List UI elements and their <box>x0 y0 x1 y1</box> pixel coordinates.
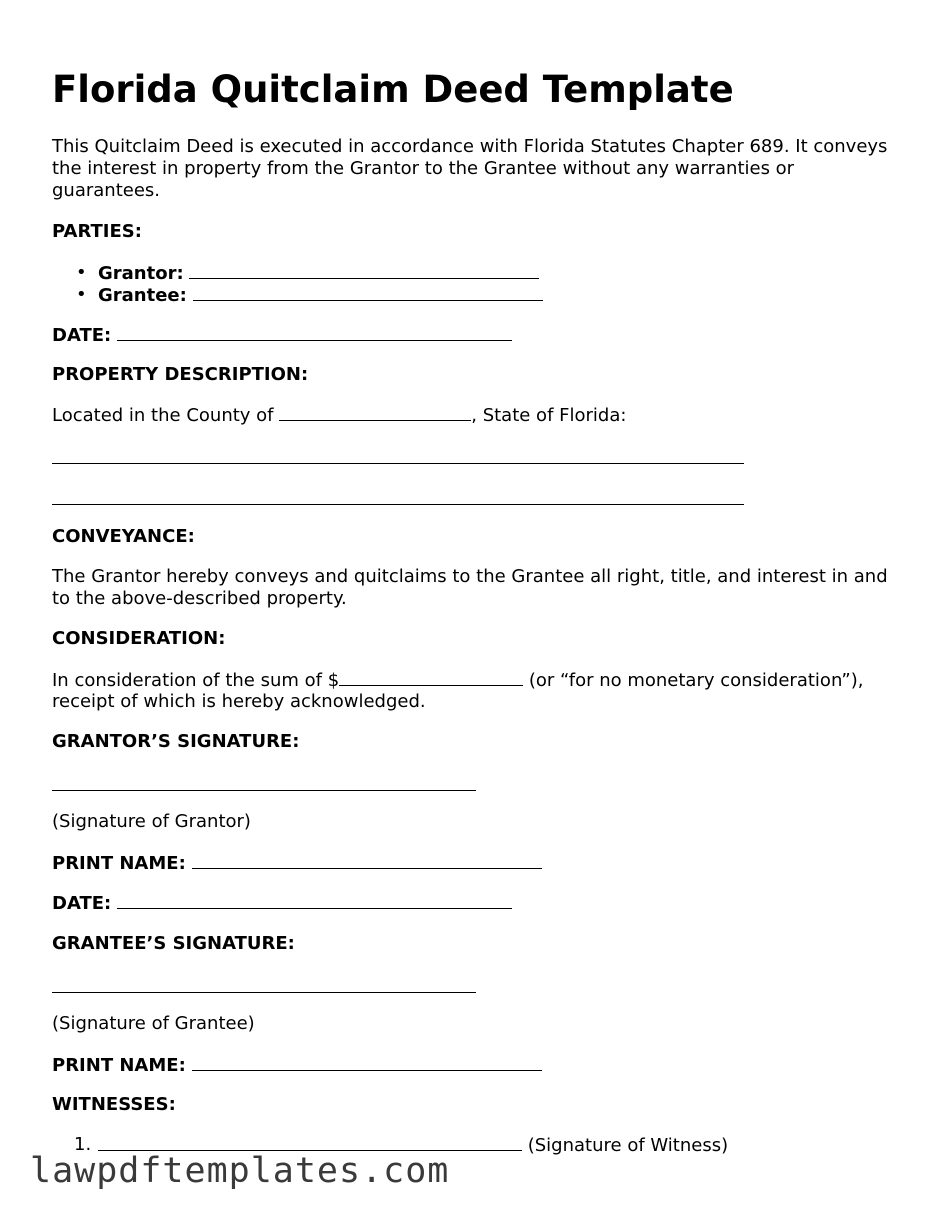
grantee-print-name-label: PRINT NAME: <box>52 1055 186 1076</box>
grantor-field[interactable] <box>189 262 539 279</box>
grantee-print-name-row <box>52 1054 542 1077</box>
witness-number: 1. <box>74 1134 92 1155</box>
bullet-icon: • <box>76 284 87 305</box>
witness-signature-field[interactable] <box>98 1134 522 1151</box>
grantor-date-field[interactable] <box>117 892 512 909</box>
county-prefix: Located in the County of <box>52 405 274 426</box>
grantor-signature-caption: (Signature of Grantor) <box>52 811 251 832</box>
consideration-heading: CONSIDERATION: <box>52 628 226 649</box>
consideration-row <box>52 669 863 692</box>
page-title: Florida Quitclaim Deed Template <box>52 68 734 111</box>
witness-caption: (Signature of Witness) <box>527 1135 729 1156</box>
date-row <box>52 324 512 347</box>
grantor-signature-line[interactable] <box>52 790 476 791</box>
grantor-print-name-field[interactable] <box>192 852 542 869</box>
consideration-suffix: (or “for no monetary consideration”), <box>523 670 864 691</box>
grantor-item <box>76 262 539 285</box>
consideration-prefix: In consideration of the sum of $ <box>52 670 340 691</box>
witnesses-heading: WITNESSES: <box>52 1094 176 1115</box>
grantee-signature-caption: (Signature of Grantee) <box>52 1013 255 1034</box>
bullet-icon: • <box>76 262 87 283</box>
consideration-amount-field[interactable] <box>339 669 523 686</box>
grantor-print-name-row <box>52 852 542 875</box>
county-field[interactable] <box>279 404 471 421</box>
consideration-line-2: receipt of which is hereby acknowledged. <box>52 691 426 712</box>
date-field[interactable] <box>117 324 512 341</box>
conveyance-heading: CONVEYANCE: <box>52 526 195 547</box>
grantor-print-name-label: PRINT NAME: <box>52 853 186 874</box>
county-suffix: , State of Florida: <box>471 405 627 426</box>
conveyance-text: The Grantor hereby conveys and quitclaims to the Grantee all right, title, and interest in and to the above-described property. <box>52 566 888 609</box>
parties-heading: PARTIES: <box>52 221 142 242</box>
grantee-signature-heading: GRANTEE’S SIGNATURE: <box>52 933 295 954</box>
grantee-signature-line[interactable] <box>52 992 476 993</box>
grantor-date-label: DATE: <box>52 893 112 914</box>
watermark-text: lawpdftemplates.com <box>30 1151 450 1191</box>
grantor-label: Grantor: <box>98 263 184 284</box>
property-description-line-1[interactable] <box>52 463 744 464</box>
grantor-signature-heading: GRANTOR’S SIGNATURE: <box>52 731 300 752</box>
date-label: DATE: <box>52 325 112 346</box>
property-description-line-2[interactable] <box>52 504 744 505</box>
grantee-field[interactable] <box>193 284 543 301</box>
grantee-label: Grantee: <box>98 285 187 306</box>
grantee-item <box>76 284 543 307</box>
property-heading: PROPERTY DESCRIPTION: <box>52 364 309 385</box>
intro-paragraph: This Quitclaim Deed is executed in accordance with Florida Statutes Chapter 689. It conveys the interest in property from the Grantor to the Grantee without any warranties or guarantees. <box>52 136 888 201</box>
county-row <box>52 404 626 427</box>
grantor-date-row <box>52 892 512 915</box>
grantee-print-name-field[interactable] <box>192 1054 542 1071</box>
